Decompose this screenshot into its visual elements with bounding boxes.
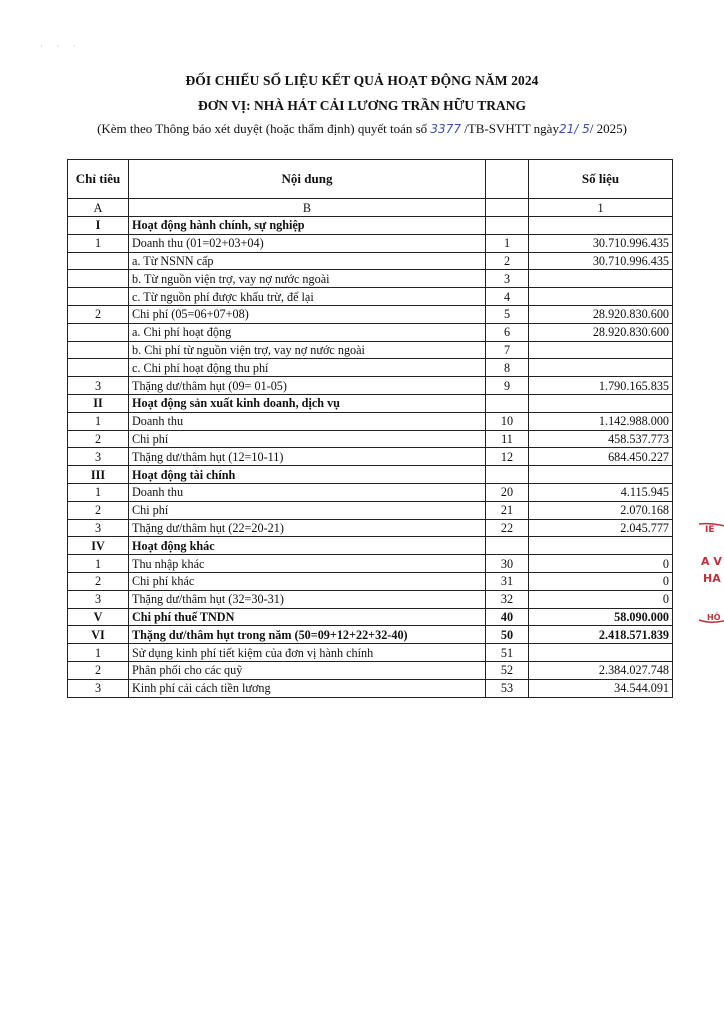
row-ma-so: 8: [486, 359, 529, 377]
row-chi-tieu: [68, 359, 129, 377]
row-noi-dung: Phân phối cho các quỹ: [129, 661, 486, 679]
row-noi-dung: a. Từ NSNN cấp: [129, 252, 486, 270]
table-row: [68, 519, 673, 537]
table-row: [68, 483, 673, 501]
table-row: [68, 252, 673, 270]
row-ma-so: 11: [486, 430, 529, 448]
unit-name: ĐƠN VỊ: NHÀ HÁT CẢI LƯƠNG TRẦN HỮU TRANG: [197, 98, 527, 113]
row-so-lieu: 4.115.945: [529, 483, 673, 501]
col-letter-b: B: [129, 199, 486, 217]
row-chi-tieu: 1: [68, 234, 129, 252]
row-so-lieu: [529, 270, 673, 288]
subtitle-prefix: (Kèm theo Thông báo xét duyệt (hoặc thẩm định) quyết toán số: [97, 121, 428, 136]
row-ma-so: 40: [486, 608, 529, 626]
row-noi-dung: Sử dụng kinh phí tiết kiệm của đơn vị hành chính: [129, 644, 486, 662]
table-row: [68, 572, 673, 590]
results-table: [67, 159, 673, 698]
row-ma-so: [486, 537, 529, 555]
stamp-text-3: HA: [703, 572, 721, 585]
row-chi-tieu: 2: [68, 501, 129, 519]
table-row: [68, 608, 673, 626]
row-chi-tieu: 3: [68, 590, 129, 608]
row-ma-so: 53: [486, 679, 529, 697]
col-header-chi-tieu: Chỉ tiêu: [68, 160, 129, 199]
row-noi-dung: Thặng dư/thâm hụt (12=10-11): [129, 448, 486, 466]
subtitle-suffix: / 2025): [589, 121, 627, 136]
row-noi-dung: Thặng dư/thâm hụt (09= 01-05): [129, 377, 486, 395]
col-header-so-lieu: Số liệu: [529, 160, 673, 199]
row-so-lieu: 684.450.227: [529, 448, 673, 466]
table-header-row: [68, 160, 673, 199]
row-noi-dung: Chi phí (05=06+07+08): [129, 305, 486, 323]
row-ma-so: 20: [486, 483, 529, 501]
row-chi-tieu: IV: [68, 537, 129, 555]
row-so-lieu: 2.045.777: [529, 519, 673, 537]
row-so-lieu: [529, 288, 673, 306]
row-ma-so: 12: [486, 448, 529, 466]
row-noi-dung: Chi phí thuế TNDN: [129, 608, 486, 626]
row-chi-tieu: II: [68, 394, 129, 412]
row-so-lieu: [529, 341, 673, 359]
row-chi-tieu: 3: [68, 519, 129, 537]
table-row: [68, 590, 673, 608]
row-so-lieu: 0: [529, 590, 673, 608]
row-so-lieu: 30.710.996.435: [529, 234, 673, 252]
row-ma-so: [486, 466, 529, 484]
red-stamp-fragment: [697, 520, 724, 630]
row-noi-dung: Thặng dư/thâm hụt (32=30-31): [129, 590, 486, 608]
table-row: [68, 412, 673, 430]
row-ma-so: 5: [486, 305, 529, 323]
row-noi-dung: Hoạt động khác: [129, 537, 486, 555]
col-letter-a: A: [68, 199, 129, 217]
row-so-lieu: [529, 217, 673, 235]
row-noi-dung: Hoạt động tài chính: [129, 466, 486, 484]
handwritten-number: 3377: [430, 122, 461, 136]
row-so-lieu: 1.790.165.835: [529, 377, 673, 395]
row-so-lieu: 0: [529, 555, 673, 573]
col-letter-1: 1: [529, 199, 673, 217]
row-noi-dung: Thặng dư/thâm hụt (22=20-21): [129, 519, 486, 537]
document-title: ĐỐI CHIẾU SỐ LIỆU KẾT QUẢ HOẠT ĐỘNG NĂM 2024: [185, 73, 539, 88]
row-ma-so: 6: [486, 323, 529, 341]
row-so-lieu: 30.710.996.435: [529, 252, 673, 270]
row-chi-tieu: [68, 323, 129, 341]
row-so-lieu: 28.920.830.600: [529, 305, 673, 323]
row-so-lieu: 28.920.830.600: [529, 323, 673, 341]
scan-specks: · · ·: [40, 42, 82, 51]
row-ma-so: 3: [486, 270, 529, 288]
row-noi-dung: Doanh thu (01=02+03+04): [129, 234, 486, 252]
table-row: [68, 555, 673, 573]
row-chi-tieu: III: [68, 466, 129, 484]
row-chi-tieu: 1: [68, 412, 129, 430]
row-ma-so: 2: [486, 252, 529, 270]
row-ma-so: 31: [486, 572, 529, 590]
row-ma-so: 30: [486, 555, 529, 573]
row-noi-dung: Chi phí: [129, 430, 486, 448]
table-row: [68, 377, 673, 395]
row-chi-tieu: 2: [68, 572, 129, 590]
row-ma-so: [486, 394, 529, 412]
row-ma-so: 1: [486, 234, 529, 252]
row-noi-dung: a. Chi phí hoạt động: [129, 323, 486, 341]
table-row: [68, 359, 673, 377]
row-so-lieu: 2.384.027.748: [529, 661, 673, 679]
row-noi-dung: Thặng dư/thâm hụt trong năm (50=09+12+22+32-40): [129, 626, 486, 644]
stamp-text-1: IÊ: [705, 525, 715, 535]
row-so-lieu: [529, 537, 673, 555]
table-row: [68, 394, 673, 412]
row-noi-dung: c. Từ nguồn phí được khấu trừ, để lại: [129, 288, 486, 306]
row-ma-so: 7: [486, 341, 529, 359]
table-row: [68, 466, 673, 484]
table-row: [68, 341, 673, 359]
table-row: [68, 288, 673, 306]
table-row: [68, 644, 673, 662]
table-letters-row: [68, 199, 673, 217]
row-noi-dung: Thu nhập khác: [129, 555, 486, 573]
col-header-ma-so: [486, 160, 529, 199]
row-noi-dung: b. Chi phí từ nguồn viện trợ, vay nợ nước ngoài: [129, 341, 486, 359]
subtitle-mid: /TB-SVHTT ngày: [464, 121, 559, 136]
row-so-lieu: 2.418.571.839: [529, 626, 673, 644]
row-so-lieu: [529, 644, 673, 662]
document-subtitle: [0, 121, 724, 137]
row-so-lieu: [529, 394, 673, 412]
row-noi-dung: Doanh thu: [129, 483, 486, 501]
row-chi-tieu: 2: [68, 430, 129, 448]
table-row: [68, 234, 673, 252]
table-row: [68, 323, 673, 341]
row-chi-tieu: [68, 341, 129, 359]
row-chi-tieu: 3: [68, 377, 129, 395]
table-row: [68, 430, 673, 448]
table-row: [68, 448, 673, 466]
row-noi-dung: Chi phí khác: [129, 572, 486, 590]
table-row: [68, 270, 673, 288]
row-ma-so: 51: [486, 644, 529, 662]
row-so-lieu: 2.070.168: [529, 501, 673, 519]
row-so-lieu: 34.544.091: [529, 679, 673, 697]
row-chi-tieu: 3: [68, 679, 129, 697]
table-row: [68, 305, 673, 323]
row-chi-tieu: V: [68, 608, 129, 626]
row-so-lieu: [529, 466, 673, 484]
row-chi-tieu: 2: [68, 661, 129, 679]
row-so-lieu: 0: [529, 572, 673, 590]
stamp-text-4: HÔ: [707, 613, 721, 622]
row-so-lieu: [529, 359, 673, 377]
row-chi-tieu: VI: [68, 626, 129, 644]
row-ma-so: 32: [486, 590, 529, 608]
row-ma-so: 21: [486, 501, 529, 519]
row-noi-dung: Doanh thu: [129, 412, 486, 430]
row-chi-tieu: 1: [68, 555, 129, 573]
row-noi-dung: c. Chi phí hoạt động thu phí: [129, 359, 486, 377]
table-row: [68, 661, 673, 679]
row-noi-dung: Hoạt động hành chính, sự nghiệp: [129, 217, 486, 235]
row-ma-so: 22: [486, 519, 529, 537]
row-chi-tieu: [68, 252, 129, 270]
row-ma-so: 10: [486, 412, 529, 430]
table-row: [68, 679, 673, 697]
row-chi-tieu: 2: [68, 305, 129, 323]
row-chi-tieu: 1: [68, 644, 129, 662]
row-noi-dung: Kinh phí cải cách tiền lương: [129, 679, 486, 697]
row-noi-dung: Chi phí: [129, 501, 486, 519]
col-letter-blank: [486, 199, 529, 217]
table-row: [68, 217, 673, 235]
row-ma-so: 9: [486, 377, 529, 395]
row-chi-tieu: I: [68, 217, 129, 235]
stamp-text-2: A V: [701, 555, 722, 568]
row-ma-so: 52: [486, 661, 529, 679]
row-noi-dung: Hoạt động sản xuất kinh doanh, dịch vụ: [129, 394, 486, 412]
table-row: [68, 626, 673, 644]
table-row: [68, 501, 673, 519]
row-noi-dung: b. Từ nguồn viện trợ, vay nợ nước ngoài: [129, 270, 486, 288]
table-row: [68, 537, 673, 555]
row-so-lieu: 458.537.773: [529, 430, 673, 448]
row-chi-tieu: 3: [68, 448, 129, 466]
row-chi-tieu: [68, 270, 129, 288]
row-ma-so: 4: [486, 288, 529, 306]
row-ma-so: 50: [486, 626, 529, 644]
row-so-lieu: 58.090.000: [529, 608, 673, 626]
row-chi-tieu: 1: [68, 483, 129, 501]
col-header-noi-dung: Nội dung: [129, 160, 486, 199]
handwritten-date: 21/ 5: [558, 122, 590, 136]
row-so-lieu: 1.142.988.000: [529, 412, 673, 430]
row-chi-tieu: [68, 288, 129, 306]
row-ma-so: [486, 217, 529, 235]
